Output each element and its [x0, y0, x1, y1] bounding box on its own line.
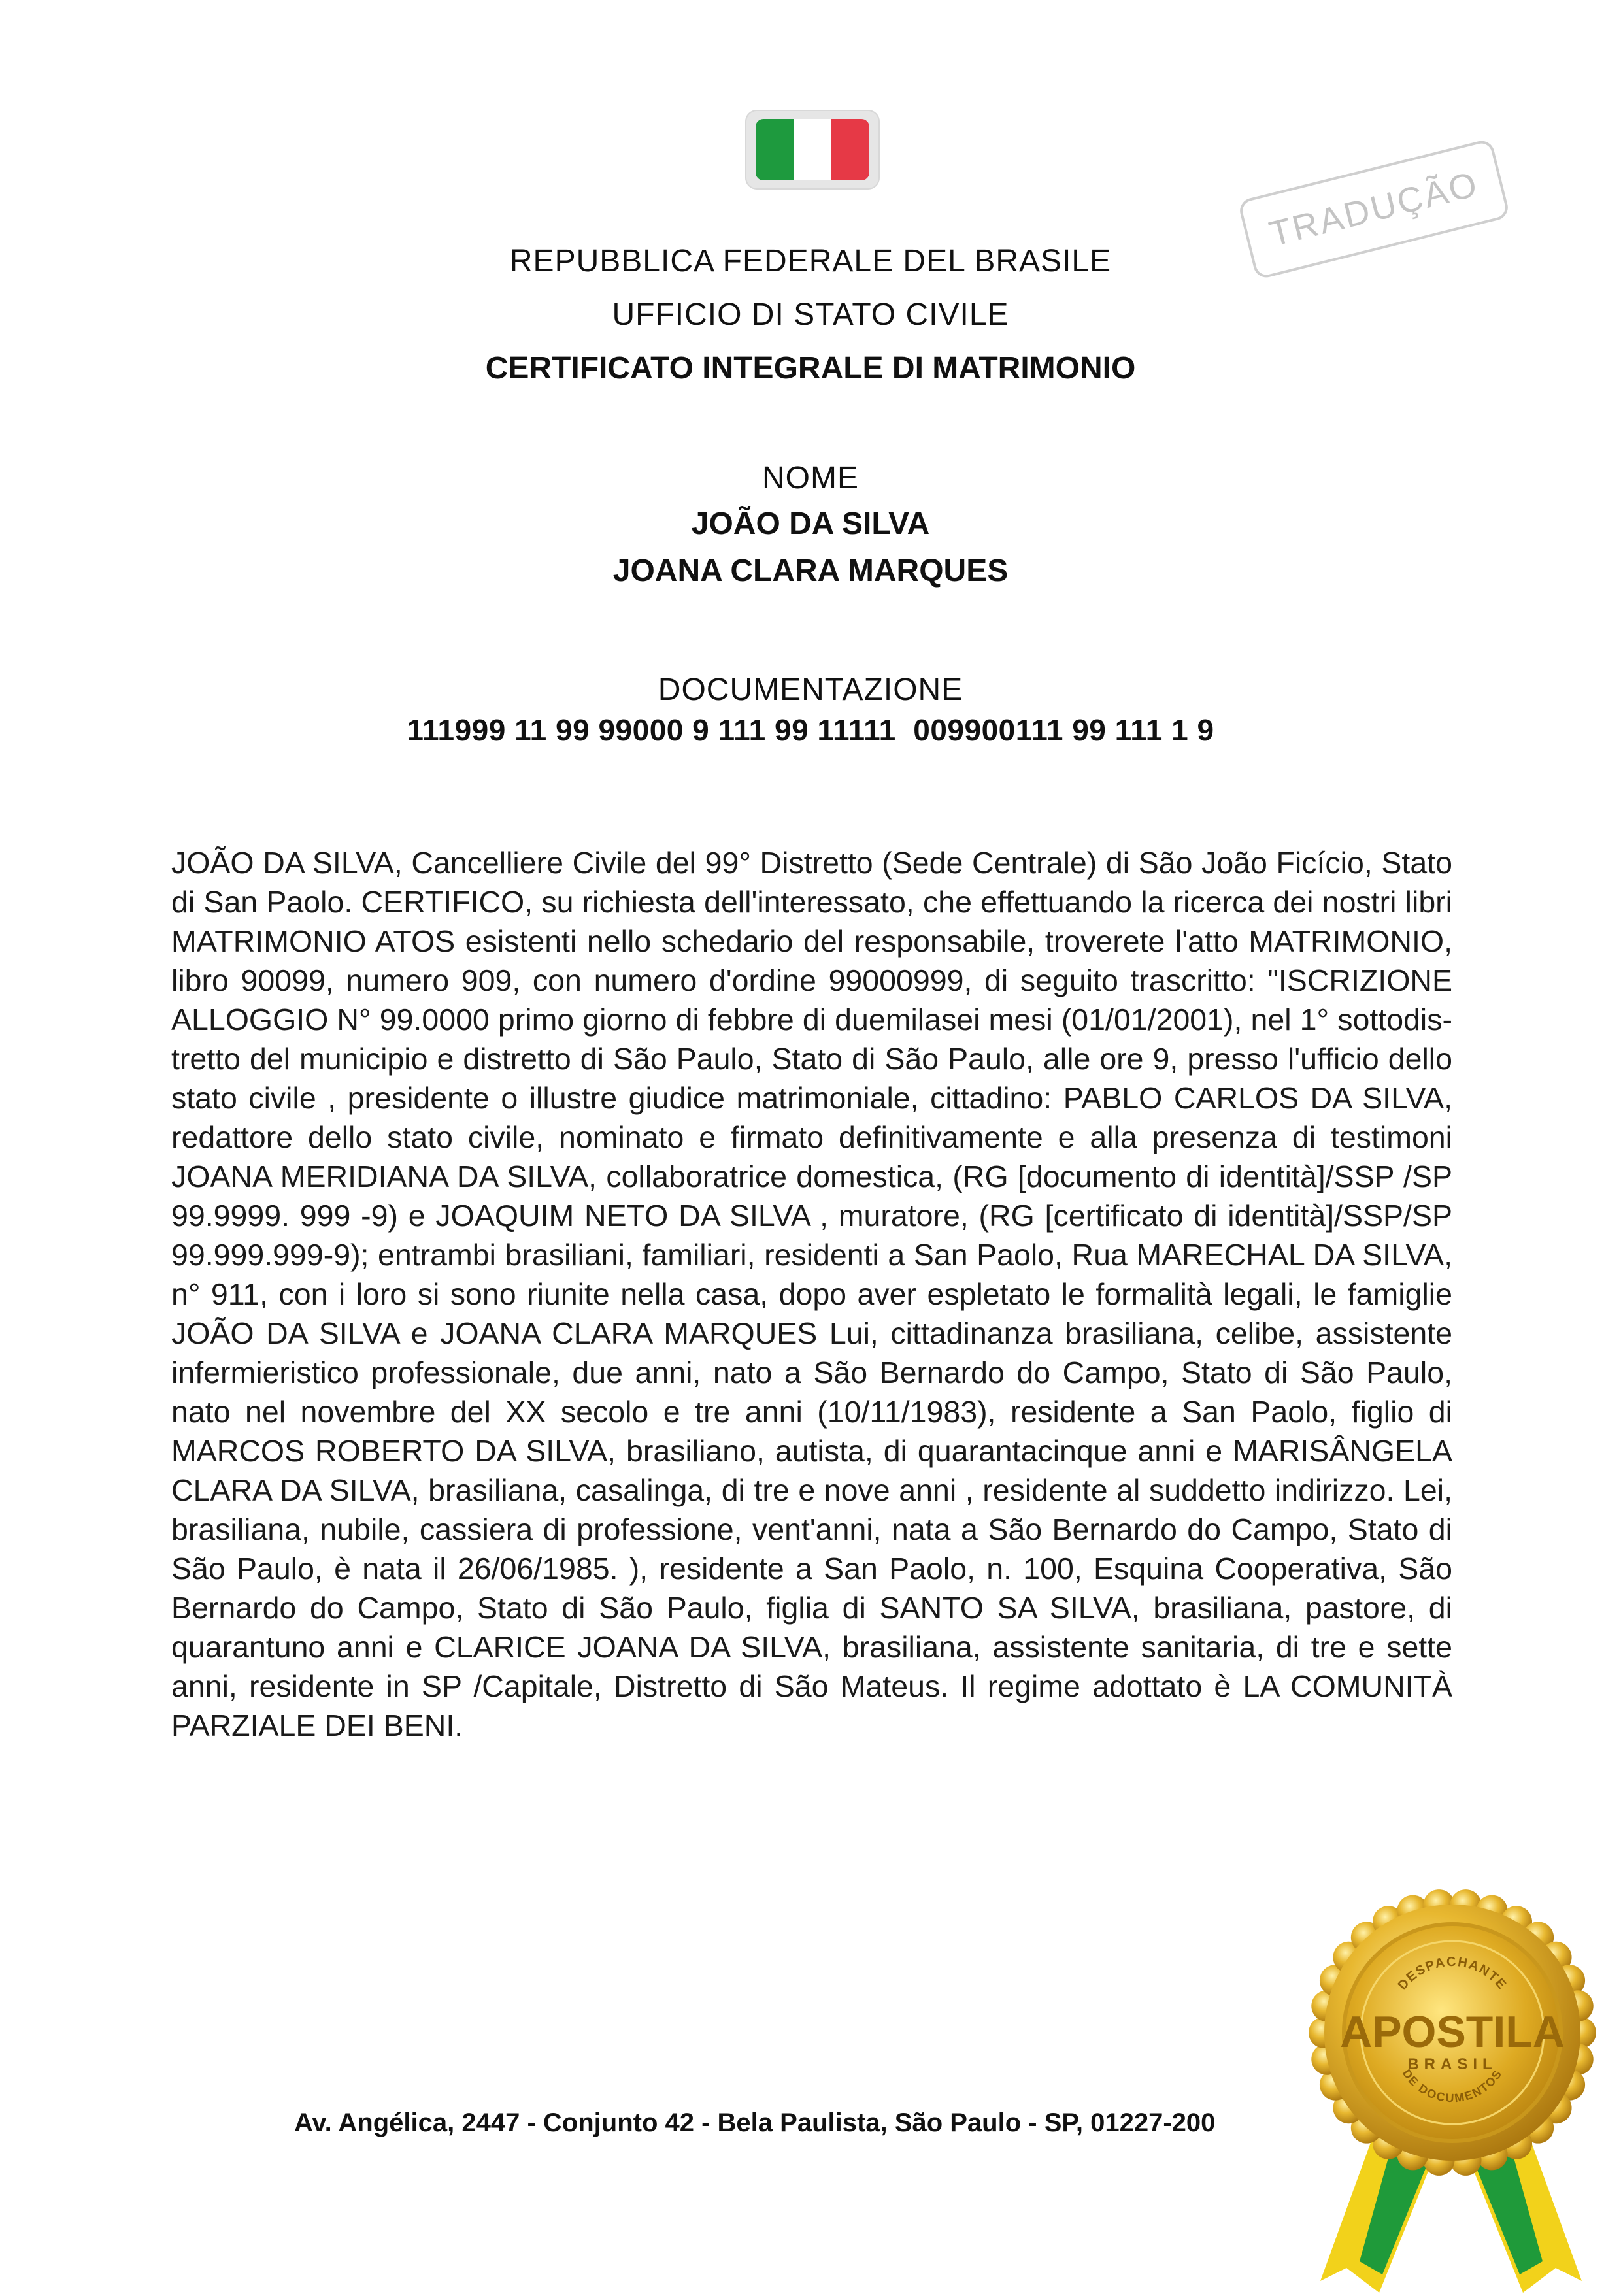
seal-sub-text: BRASIL [1407, 2055, 1497, 2073]
document-title: CERTIFICATO INTEGRALE DI MATRIMONIO [485, 351, 1136, 386]
spouse-name-1: JOÃO DA SILVA [691, 507, 930, 541]
italian-flag-icon [745, 110, 880, 190]
spouse-name-2: JOANA CLARA MARQUES [612, 554, 1009, 588]
documentation-number: 111999 11 99 99000 9 111 99 11111 009900111 99 111 1 9 [407, 713, 1214, 747]
names-label: NOME [762, 461, 859, 495]
seal-main-text: APOSTILA [1340, 2007, 1565, 2057]
seal-top-text: DESPACHANTE [1395, 1954, 1510, 1993]
apostila-seal [1294, 1876, 1608, 2293]
footer-address: Av. Angélica, 2447 - Conjunto 42 - Bela Paulista, São Paulo - SP, 01227-200 [294, 2108, 1216, 2137]
documentation-label: DOCUMENTAZIONE [658, 673, 963, 707]
header-republic: REPUBBLICA FEDERALE DEL BRASILE [509, 244, 1112, 278]
header-office: UFFICIO DI STATO CIVILE [612, 297, 1009, 332]
seal-bottom-text: DE DOCUMENTOS [1399, 2067, 1505, 2105]
certificate-body: JOÃO DA SILVA, Cancelliere Civile del 99° Distretto (Sede Centrale) di São João Ficício, Stato di San Paolo. CERTIFICO, su richiesta dell'interessato, che effettuando la ricerca dei nostri libri MATRIMONIO ATOS esistenti nello schedario del responsabile, troverete l'atto MATRIMONIO, libro 90099, numero 909, con numero d'ordine 99000999, di seguito trascritto: "ISCRIZIONE ALLOGGIO N° 99.0000 primo giorno di febbre di duemilasei mesi (01/01/2001), nel 1° sottodistretto del municipio e distretto di São Paulo, Stato di São Paulo, alle ore 9, presso l'ufficio dello stato civile , presidente o illustre giudice matrimoniale, cittadino: PABLO CARLOS DA SILVA, redattore dello stato civile, nominato e firmato definitivamente e alla presenza di testimoni JOANA MERIDIANA DA SILVA, collaboratrice domestica, (RG [documento di identità]/SSP /SP 99.9999. 999 -9) e JOAQUIM NETO DA SILVA , muratore, (RG [certificato di identità]/SSP/SP 99.999.999-9); entrambi brasiliani, familiari, residenti a San Paolo, Rua MARECHAL DA SILVA, n° 911, con i loro si sono riunite nella casa, dopo aver espletato le formalità legali, le famiglie JOÃO DA SILVA e JOANA CLARA MARQUES Lui, cittadinanza brasiliana, celibe, assistente infermieristico professionale, due anni, nato a São Bernardo do Campo, Stato di São Paulo, nato nel novembre del XX secolo e tre anni (10/11/1983), residente a San Paolo, figlio di MARCOS ROBERTO DA SILVA, brasiliano, autista, di quarantacinque anni e MARISÂNGELA CLARA DA SILVA, brasiliana, casalinga, di tre e nove anni , residente al suddetto indirizzo. Lei, brasiliana, nubile, cassiera di professione, vent'anni, nata a São Bernardo do Campo, Stato di São Paulo, è nata il 26/06/1985. ), residente a San Paolo, n. 100, Esquina Cooperativa, São Bernardo do Campo, Stato di São Paulo, figlia di SANTO SA SILVA, brasiliana, pastore, di quarantuno anni e CLARICE JOANA DA SILVA, brasiliana, assistente sanitaria, di tre e sette anni, residente in SP /Capitale, Distretto di São Mateus. Il regime adottato è LA COMUNITÀ PARZIALE DEI BENI. [171, 846, 1452, 1742]
stamp-text: TRADUÇÃO [1265, 164, 1482, 254]
